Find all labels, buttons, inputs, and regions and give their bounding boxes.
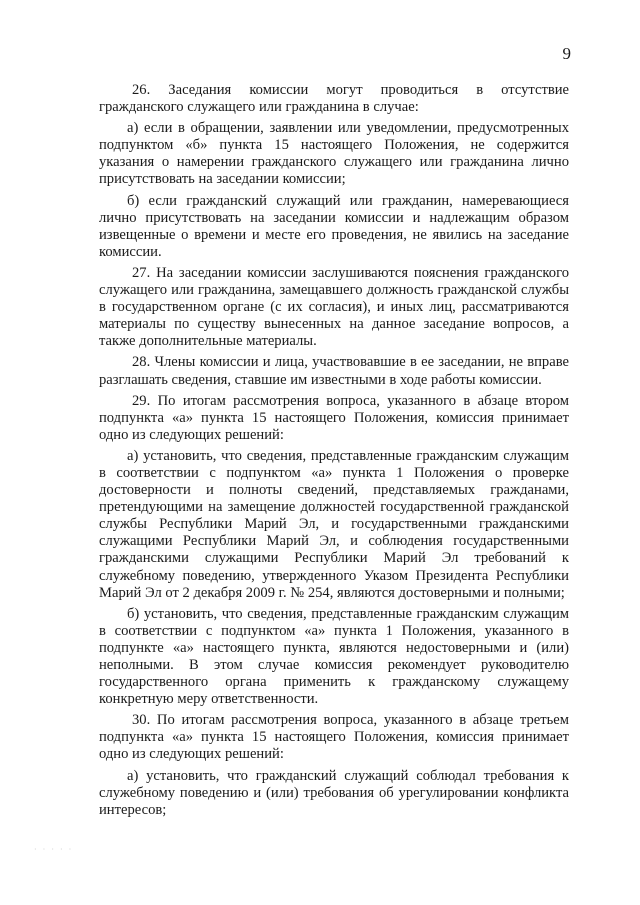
document-body bbox=[99, 82, 569, 823]
scan-margin-mark: · · · · · bbox=[34, 845, 74, 854]
paragraph-30-a: а) установить, что гражданский служащий соблюдал требования к служебному поведению и (или) требования об урегулировании конфликта интересов; bbox=[99, 767, 569, 818]
paragraph-26-b: б) если гражданский служащий или гражданин, намеревающиеся лично присутствовать на заседании комиссии и надлежащим образом извещенные о времени и месте его проведения, не явились на заседание комиссии. bbox=[99, 192, 569, 260]
paragraph-27: 27. На заседании комиссии заслушиваются пояснения гражданского служащего или гражданина, замещавшего должность гражданской службы в государственном органе (с их согласия), и иных лиц, рассматриваются материалы по существу вынесенных на данное заседание вопросов, а также дополнительные материалы. bbox=[99, 264, 569, 350]
page-number: 9 bbox=[562, 44, 571, 63]
paragraph-29-b: б) установить, что сведения, представленные гражданским служащим в соответствии с подпунктом «а» пункта 1 Положения, указанного в подпункте «а» настоящего пункта, являются недостоверными и (или) неполными. В этом случае комиссия рекомендует руководителю государственного органа применить к гражданскому служащему конкретную меру ответственности. bbox=[99, 605, 569, 708]
paragraph-29: 29. По итогам рассмотрения вопроса, указанного в абзаце втором подпункта «а» пункта 15 настоящего Положения, комиссия принимает одно из следующих решений: bbox=[99, 392, 569, 443]
paragraph-28: 28. Члены комиссии и лица, участвовавшие в ее заседании, не вправе разглашать сведения, ставшие им известными в ходе работы комиссии. bbox=[99, 354, 569, 388]
paragraph-30: 30. По итогам рассмотрения вопроса, указанного в абзаце третьем подпункта «а» пункта 15 настоящего Положения, комиссия принимает одно из следующих решений: bbox=[99, 712, 569, 763]
paragraph-26-a: а) если в обращении, заявлении или уведомлении, предусмотренных подпунктом «б» пункта 15 настоящего Положения, не содержится указания о намерении гражданского служащего или гражданина лично присутствовать на заседании комиссии; bbox=[99, 120, 569, 188]
paragraph-29-a: а) установить, что сведения, представленные гражданским служащим в соответствии с подпунктом «а» пункта 1 Положения о проверке достоверности и полноты сведений, представляемых гражданами, претендующими на замещение должностей государственной гражданской службы Республики Марий Эл, и государственными гражданскими служащими Республики Марий Эл, и соблюдения государственными гражданскими служащими Республики Марий Эл требований к служебному поведению, утвержденного Указом Президента Республики Марий Эл от 2 декабря 2009 г. № 254, являются достоверными и полными; bbox=[99, 447, 569, 601]
paragraph-26: 26. Заседания комиссии могут проводиться в отсутствие гражданского служащего или гражданина в случае: bbox=[99, 82, 569, 116]
